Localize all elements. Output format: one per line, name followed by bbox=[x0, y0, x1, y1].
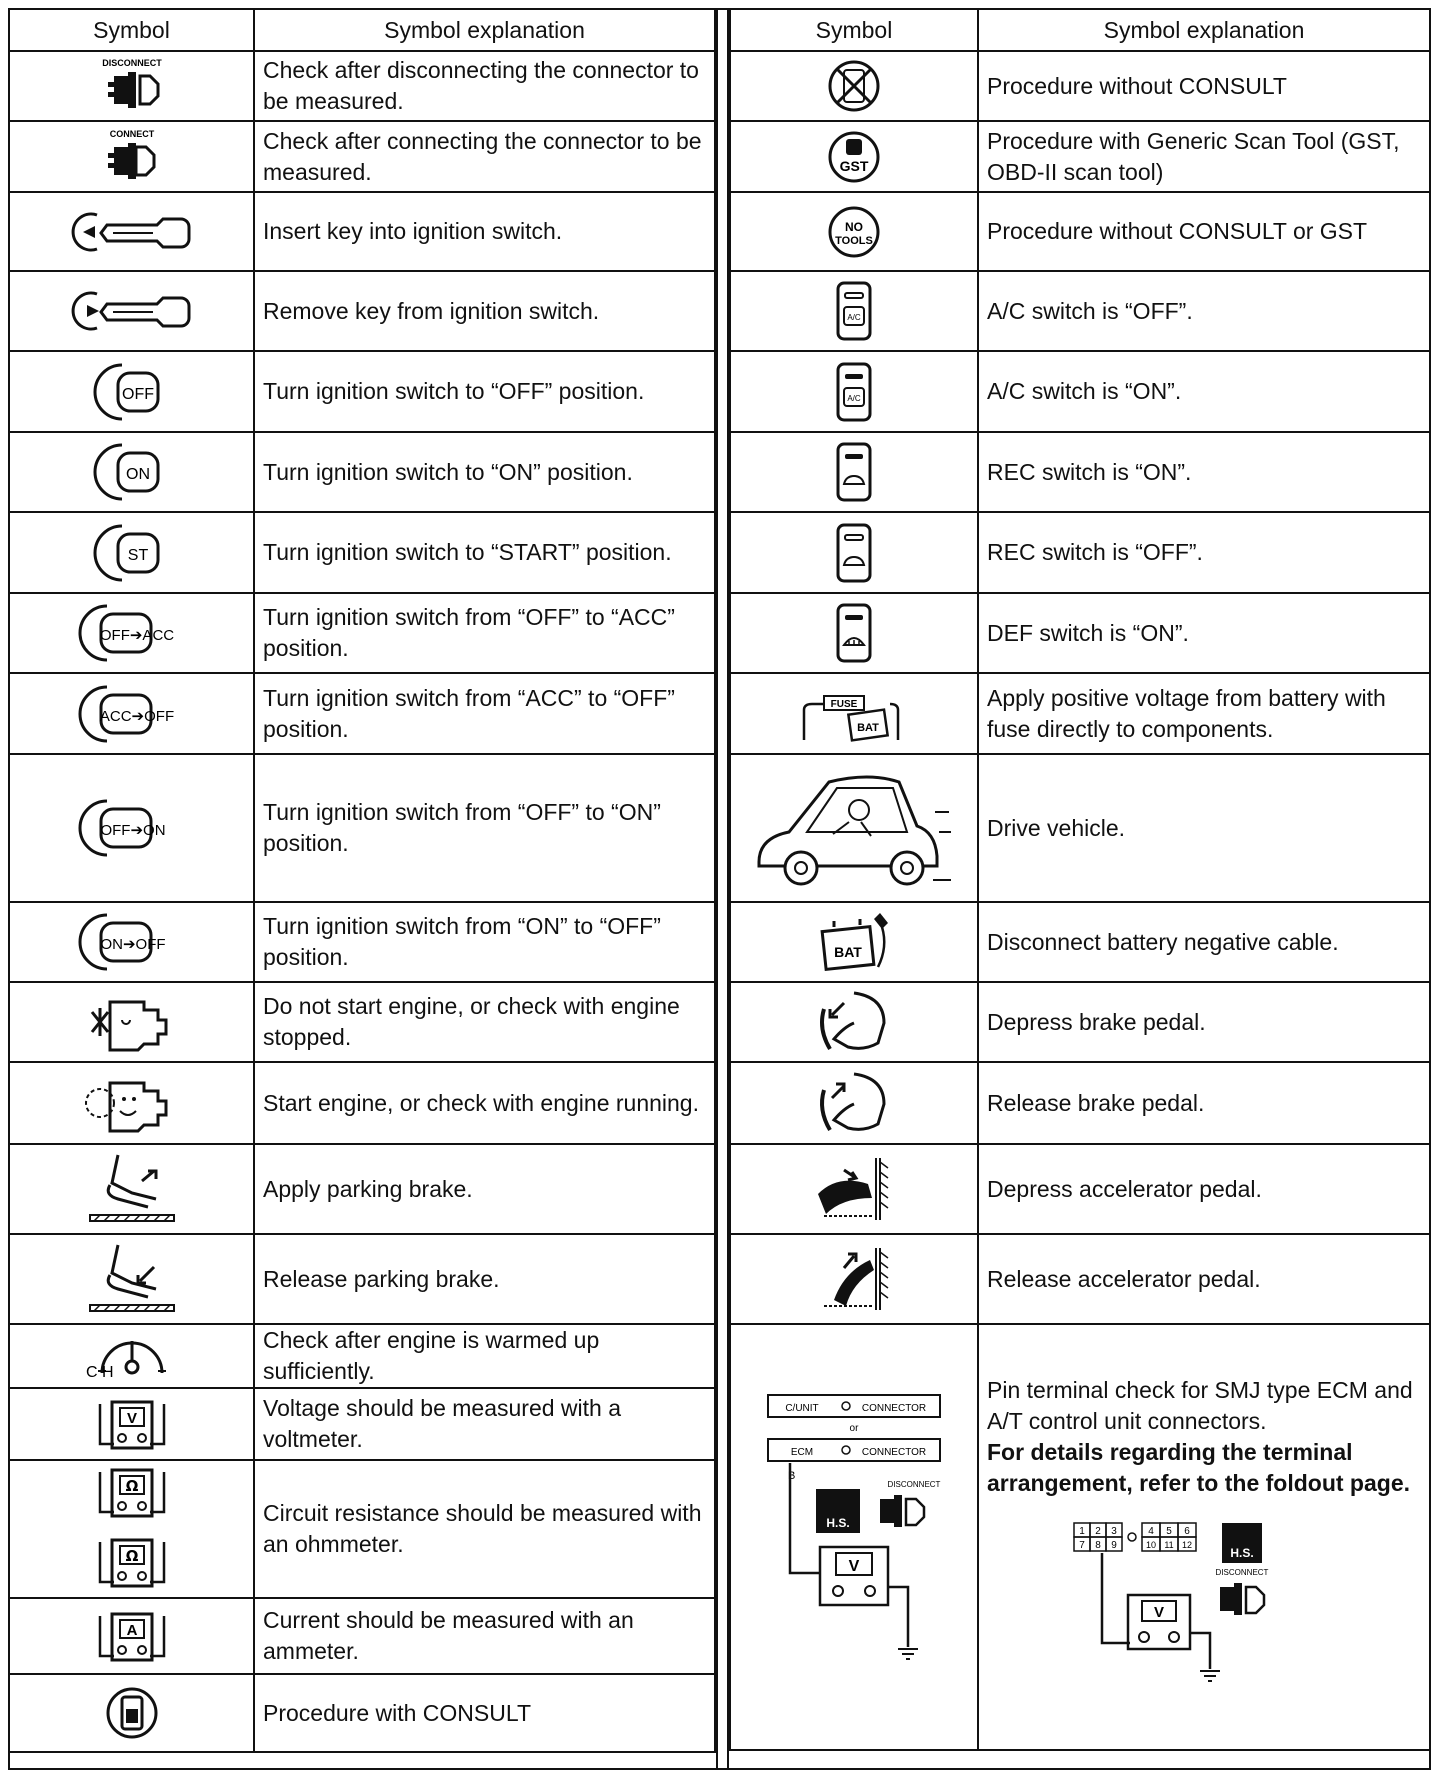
symbol-cell bbox=[9, 1144, 254, 1234]
explanation-cell: REC switch is “OFF”. bbox=[978, 512, 1430, 593]
svg-text:ST: ST bbox=[127, 546, 148, 564]
svg-text:3: 3 bbox=[1111, 1526, 1117, 1537]
explanation-cell: Do not start engine, or check with engine stopped. bbox=[254, 982, 715, 1062]
explanation-cell: Circuit resistance should be measured with an ohmmeter. bbox=[254, 1460, 715, 1598]
ignition-acc-off-icon bbox=[77, 681, 187, 747]
svg-text:ON➔OFF: ON➔OFF bbox=[99, 936, 166, 953]
depress-brake-pedal-icon bbox=[814, 989, 894, 1055]
svg-text:DISCONNECT: DISCONNECT bbox=[1215, 1568, 1269, 1577]
symbol-cell bbox=[730, 192, 978, 271]
svg-text:CONNECTOR: CONNECTOR bbox=[861, 1403, 927, 1414]
svg-text:C/UNIT: C/UNIT bbox=[785, 1403, 819, 1414]
ignition-off-icon bbox=[92, 359, 172, 425]
explanation-cell: Turn ignition switch from “OFF” to “ON” position. bbox=[254, 754, 715, 902]
symbol-cell bbox=[9, 1674, 254, 1752]
explanation-cell: Check after connecting the connector to be measured. bbox=[254, 121, 715, 192]
release-brake-pedal-icon bbox=[814, 1070, 894, 1136]
explanation-cell: Procedure without CONSULT or GST bbox=[978, 192, 1430, 271]
symbol-cell bbox=[730, 1234, 978, 1324]
ac-switch-off-icon bbox=[834, 279, 874, 343]
svg-text:B: B bbox=[788, 1470, 796, 1482]
def-switch-on-icon bbox=[834, 601, 874, 665]
explanation-cell: Release brake pedal. bbox=[978, 1062, 1430, 1144]
remove-key-icon bbox=[67, 286, 197, 336]
svg-text:H.S.: H.S. bbox=[1230, 1546, 1254, 1560]
pin-terminal-diagram bbox=[754, 1387, 954, 1687]
symbol-cell bbox=[730, 1324, 978, 1750]
ignition-off-acc-icon bbox=[77, 600, 187, 666]
connect-connector-icon bbox=[92, 127, 172, 187]
symbol-cell bbox=[9, 754, 254, 902]
explanation-cell: Voltage should be measured with a voltmeter. bbox=[254, 1388, 715, 1460]
svg-text:OFF: OFF bbox=[121, 385, 154, 403]
ohmmeter-icon bbox=[92, 1466, 172, 1592]
gst-icon bbox=[824, 127, 884, 187]
symbol-cell bbox=[730, 1062, 978, 1144]
symbol-cell bbox=[730, 51, 978, 121]
rec-switch-on-icon bbox=[834, 440, 874, 504]
explanation-cell: Apply parking brake. bbox=[254, 1144, 715, 1234]
engine-running-icon bbox=[82, 1071, 182, 1135]
symbol-cell bbox=[9, 1598, 254, 1674]
svg-text:BAT: BAT bbox=[834, 944, 862, 960]
right-symbol-table bbox=[729, 8, 1431, 1751]
right-header-symbol: Symbol bbox=[730, 9, 978, 51]
explanation-cell: Turn ignition switch to “START” position. bbox=[254, 512, 715, 593]
ignition-on-off-icon bbox=[77, 909, 187, 975]
symbol-cell bbox=[9, 1234, 254, 1324]
symbol-cell bbox=[9, 673, 254, 754]
explanation-cell: Insert key into ignition switch. bbox=[254, 192, 715, 271]
right-header-explanation: Symbol explanation bbox=[978, 9, 1430, 51]
svg-text:12: 12 bbox=[1181, 1540, 1193, 1550]
explanation-cell: Remove key from ignition switch. bbox=[254, 271, 715, 351]
symbol-cell bbox=[730, 512, 978, 593]
disconnect-battery-icon bbox=[804, 909, 904, 975]
svg-text:A: A bbox=[126, 1622, 137, 1639]
symbol-cell bbox=[9, 432, 254, 512]
symbol-cell bbox=[730, 351, 978, 432]
explanation-cell: Release accelerator pedal. bbox=[978, 1234, 1430, 1324]
explanation-cell: A/C switch is “OFF”. bbox=[978, 271, 1430, 351]
explanation-cell: Check after engine is warmed up sufficiently. bbox=[254, 1324, 715, 1388]
ignition-off-on-icon bbox=[77, 795, 187, 861]
svg-text:ACC➔OFF: ACC➔OFF bbox=[99, 707, 174, 725]
symbol-cell bbox=[9, 271, 254, 351]
explanation-cell: Apply positive voltage from battery with fuse directly to components. bbox=[978, 673, 1430, 754]
symbol-cell bbox=[730, 1144, 978, 1234]
rec-switch-off-icon bbox=[834, 521, 874, 585]
svg-text:5: 5 bbox=[1166, 1526, 1172, 1537]
ignition-on-icon bbox=[92, 439, 172, 505]
svg-text:or: or bbox=[849, 1423, 859, 1434]
disconnect-connector-icon bbox=[92, 56, 172, 116]
svg-text:ECM: ECM bbox=[790, 1447, 814, 1458]
terminal-detail-diagram bbox=[1054, 1513, 1354, 1683]
symbol-cell bbox=[9, 982, 254, 1062]
symbol-cell bbox=[730, 121, 978, 192]
depress-accelerator-icon bbox=[814, 1154, 894, 1224]
svg-text:4: 4 bbox=[1148, 1526, 1154, 1537]
svg-text:9: 9 bbox=[1111, 1540, 1117, 1551]
explanation-cell: Release parking brake. bbox=[254, 1234, 715, 1324]
symbol-cell bbox=[9, 192, 254, 271]
explanation-cell: Turn ignition switch from “ON” to “OFF” position. bbox=[254, 902, 715, 982]
voltmeter-icon bbox=[92, 1394, 172, 1454]
explanation-cell: Current should be measured with an ammeter. bbox=[254, 1598, 715, 1674]
engine-stopped-icon bbox=[82, 990, 182, 1054]
explanation-cell: Check after disconnecting the connector to be measured. bbox=[254, 51, 715, 121]
svg-text:1: 1 bbox=[1079, 1526, 1085, 1537]
svg-text:CONNECT: CONNECT bbox=[109, 128, 154, 139]
explanation-cell: Start engine, or check with engine running. bbox=[254, 1062, 715, 1144]
left-symbol-table bbox=[8, 8, 716, 1753]
svg-text:11: 11 bbox=[1164, 1540, 1174, 1550]
symbol-cell bbox=[9, 1324, 254, 1388]
symbol-cell bbox=[9, 902, 254, 982]
symbol-cell bbox=[9, 1460, 254, 1598]
drive-vehicle-icon bbox=[749, 762, 959, 894]
consult-icon bbox=[102, 1683, 162, 1743]
svg-text:CONNECTOR: CONNECTOR bbox=[861, 1447, 927, 1458]
explanation-cell: Turn ignition switch from “OFF” to “ACC” position. bbox=[254, 593, 715, 673]
symbol-cell bbox=[730, 271, 978, 351]
apply-parking-brake-icon bbox=[82, 1151, 182, 1227]
explanation-cell: Drive vehicle. bbox=[978, 754, 1430, 902]
symbol-cell bbox=[9, 51, 254, 121]
left-header-symbol: Symbol bbox=[9, 9, 254, 51]
svg-text:10: 10 bbox=[1145, 1540, 1157, 1550]
ignition-start-icon bbox=[92, 520, 172, 586]
explanation-cell: Procedure with CONSULT bbox=[254, 1674, 715, 1752]
ac-switch-on-icon bbox=[834, 360, 874, 424]
svg-text:GST: GST bbox=[839, 157, 869, 174]
pin-terminal-bold-text: For details regarding the terminal arrangement, refer to the foldout page. bbox=[987, 1439, 1410, 1496]
insert-key-icon bbox=[67, 207, 197, 257]
svg-text:Ω: Ω bbox=[125, 1477, 138, 1495]
ammeter-icon bbox=[92, 1606, 172, 1666]
symbol-cell bbox=[9, 121, 254, 192]
temperature-gauge-icon bbox=[72, 1331, 192, 1381]
no-consult-icon bbox=[824, 56, 884, 116]
svg-text:H.S.: H.S. bbox=[826, 1516, 850, 1530]
explanation-cell: Depress brake pedal. bbox=[978, 982, 1430, 1062]
pin-grid bbox=[1074, 1523, 1196, 1551]
symbol-cell bbox=[730, 593, 978, 673]
svg-text:DISCONNECT: DISCONNECT bbox=[887, 1480, 941, 1489]
svg-text:ON: ON bbox=[125, 466, 150, 483]
svg-text:7: 7 bbox=[1079, 1540, 1085, 1551]
symbol-cell bbox=[730, 673, 978, 754]
svg-text:Ω: Ω bbox=[125, 1547, 138, 1565]
svg-text:C H: C H bbox=[85, 1364, 114, 1381]
svg-text:OFF➔ON: OFF➔ON bbox=[99, 822, 166, 839]
symbol-cell bbox=[730, 902, 978, 982]
explanation-cell: Turn ignition switch to “ON” position. bbox=[254, 432, 715, 512]
battery-fuse-icon bbox=[794, 684, 914, 744]
explanation-cell: Disconnect battery negative cable. bbox=[978, 902, 1430, 982]
svg-text:DISCONNECT: DISCONNECT bbox=[101, 58, 162, 68]
left-header-explanation: Symbol explanation bbox=[254, 9, 715, 51]
explanation-cell: A/C switch is “ON”. bbox=[978, 351, 1430, 432]
svg-text:A/C: A/C bbox=[847, 393, 861, 403]
symbol-cell bbox=[9, 593, 254, 673]
svg-text:NO: NO bbox=[845, 219, 863, 234]
svg-text:FUSE: FUSE bbox=[830, 698, 858, 710]
symbol-cell bbox=[730, 432, 978, 512]
release-parking-brake-icon bbox=[82, 1241, 182, 1317]
no-tools-icon bbox=[824, 202, 884, 262]
explanation-cell: Turn ignition switch to “OFF” position. bbox=[254, 351, 715, 432]
explanation-cell: Procedure with Generic Scan Tool (GST, OBD-II scan tool) bbox=[978, 121, 1430, 192]
symbol-cell bbox=[9, 1062, 254, 1144]
explanation-cell: Turn ignition switch from “ACC” to “OFF” position. bbox=[254, 673, 715, 754]
svg-text:V: V bbox=[848, 1558, 860, 1575]
symbol-cell bbox=[9, 512, 254, 593]
column-divider bbox=[716, 8, 729, 1770]
explanation-cell: DEF switch is “ON”. bbox=[978, 593, 1430, 673]
pin-terminal-explanation bbox=[978, 1324, 1430, 1750]
pin-terminal-text: Pin terminal check for SMJ type ECM and A/T control unit connectors. bbox=[987, 1377, 1413, 1434]
symbol-cell bbox=[730, 754, 978, 902]
release-accelerator-icon bbox=[814, 1244, 894, 1314]
svg-text:TOOLS: TOOLS bbox=[835, 234, 873, 247]
explanation-cell: Depress accelerator pedal. bbox=[978, 1144, 1430, 1234]
explanation-cell: REC switch is “ON”. bbox=[978, 432, 1430, 512]
svg-text:V: V bbox=[126, 1410, 137, 1427]
svg-text:6: 6 bbox=[1184, 1526, 1190, 1537]
symbol-cell bbox=[9, 1388, 254, 1460]
svg-text:2: 2 bbox=[1095, 1526, 1101, 1537]
svg-text:8: 8 bbox=[1095, 1540, 1101, 1551]
symbol-cell bbox=[730, 982, 978, 1062]
svg-text:OFF➔ACC: OFF➔ACC bbox=[99, 627, 174, 644]
symbol-cell bbox=[9, 351, 254, 432]
svg-text:V: V bbox=[1153, 1604, 1165, 1621]
svg-text:A/C: A/C bbox=[847, 313, 861, 322]
explanation-cell: Procedure without CONSULT bbox=[978, 51, 1430, 121]
svg-text:BAT: BAT bbox=[857, 721, 879, 734]
